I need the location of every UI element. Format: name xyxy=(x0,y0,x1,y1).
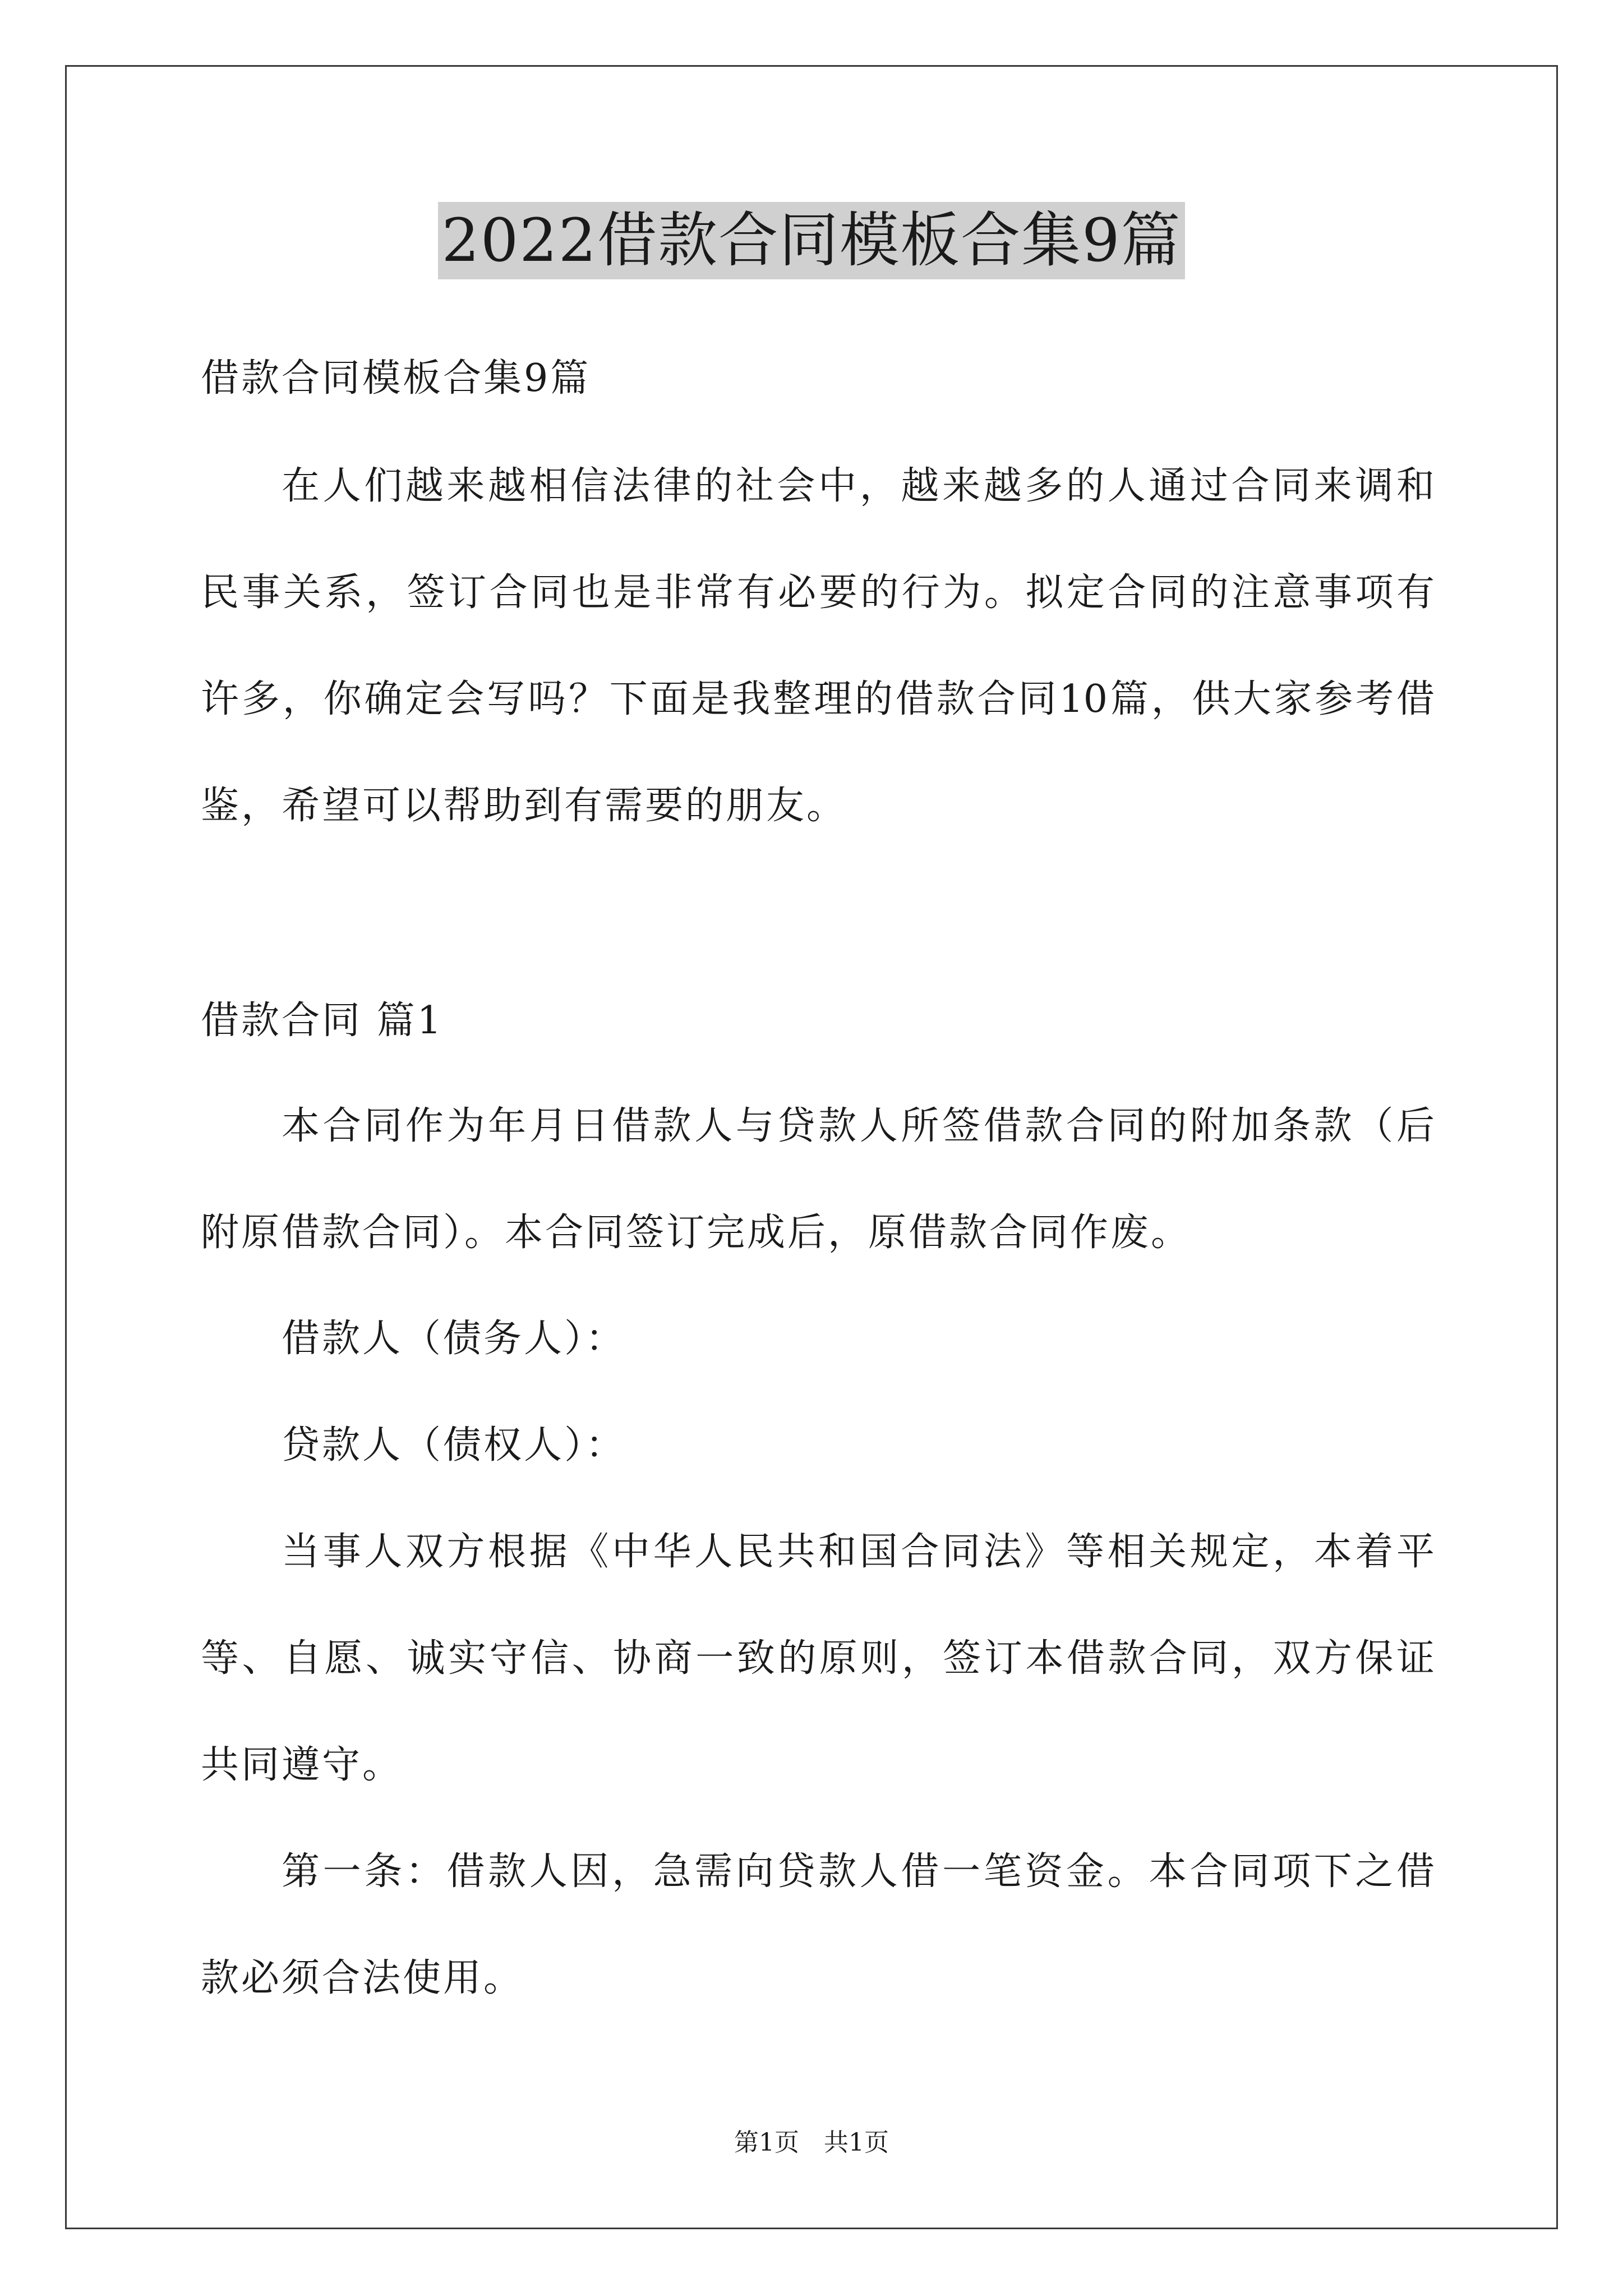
paragraph-line: 款必须合法使用。 xyxy=(201,1956,524,2000)
paragraph-line: 民事关系，签订合同也是非常有必要的行为。拟定合同的注意事项有 xyxy=(201,570,1435,615)
section-heading: 借款合同 篇1 xyxy=(201,999,444,1043)
paragraph-line: 在人们越来越相信法律的社会中，越来越多的人通过合同来调和 xyxy=(282,464,1435,508)
paragraph-line: 鉴，希望可以帮助到有需要的朋友。 xyxy=(201,784,847,828)
document-title: 2022借款合同模板合集9篇 xyxy=(438,202,1184,279)
title-container xyxy=(0,202,1623,279)
paragraph-line: 等、自愿、诚实守信、协商一致的原则，签订本借款合同，双方保证 xyxy=(201,1636,1435,1681)
page-footer: 第1页 共1页 xyxy=(734,2128,889,2157)
lender-line: 贷款人（债权人）： xyxy=(282,1423,626,1467)
paragraph-line: 第一条：借款人因，急需向贷款人借一笔资金。本合同项下之借 xyxy=(282,1849,1435,1894)
paragraph-line: 附原借款合同）。本合同签订完成后，原借款合同作废。 xyxy=(201,1211,1192,1255)
paragraph-line: 本合同作为年月日借款人与贷款人所签借款合同的附加条款（后 xyxy=(282,1104,1435,1148)
paragraph-line: 当事人双方根据《中华人民共和国合同法》等相关规定，本着平 xyxy=(282,1530,1435,1574)
paragraph-line: 许多，你确定会写吗？下面是我整理的借款合同10篇，供大家参考借 xyxy=(201,677,1435,721)
subtitle-line: 借款合同模板合集9篇 xyxy=(201,356,591,401)
paragraph-line: 共同遵守。 xyxy=(201,1743,403,1787)
borrower-line: 借款人（债务人）： xyxy=(282,1317,626,1361)
